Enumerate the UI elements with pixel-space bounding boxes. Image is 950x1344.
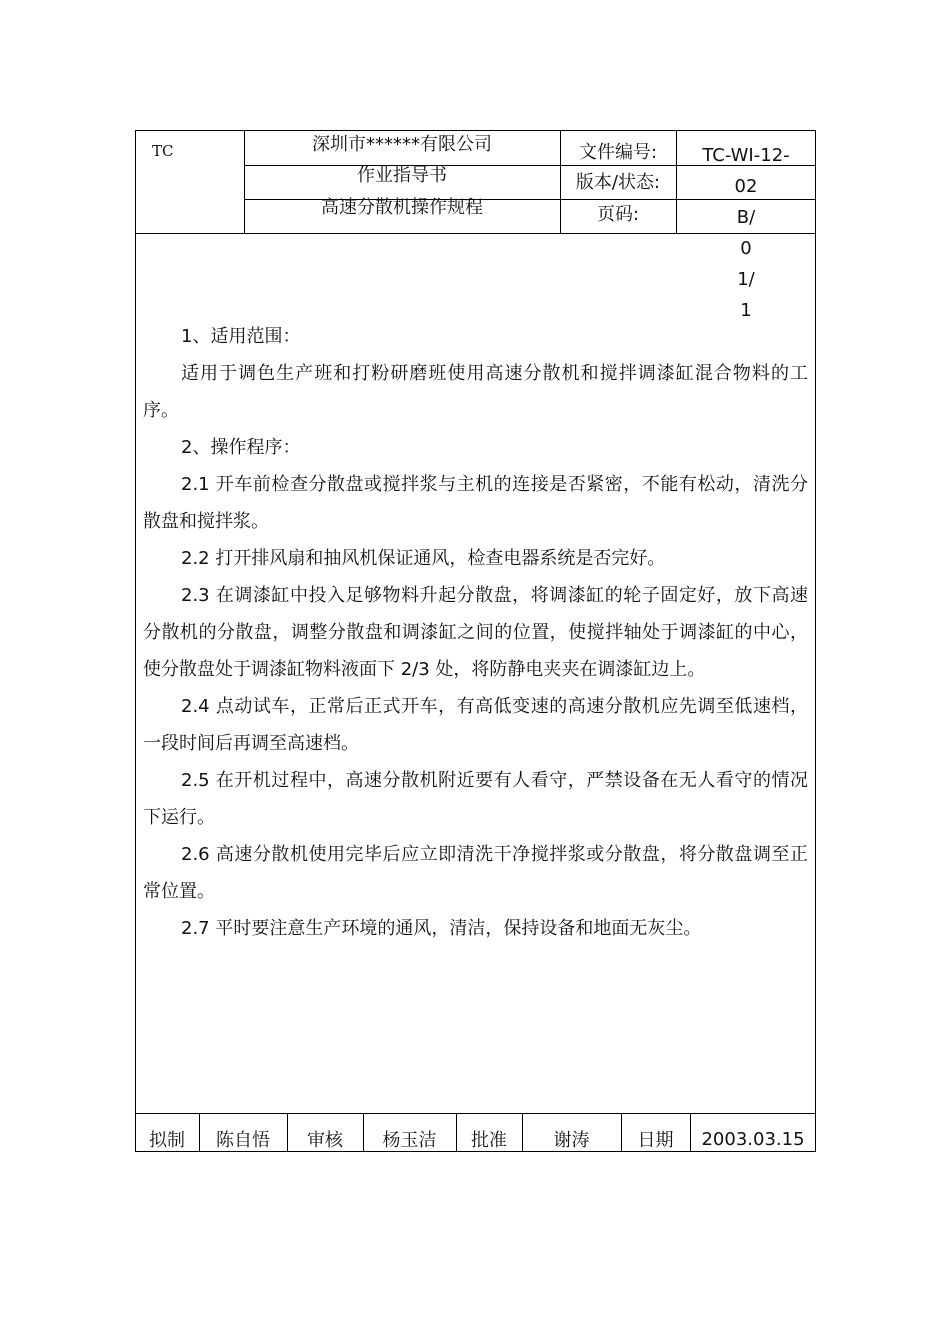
approved-by-name: 谢涛 xyxy=(553,1130,590,1151)
version-line: 0 xyxy=(740,238,752,259)
reviewed-by-name: 杨玉洁 xyxy=(382,1130,437,1151)
company-logo-text: TC xyxy=(152,142,174,160)
drafted-by-label: 拟制 xyxy=(149,1130,185,1151)
procedure-step: 2.4 点动试车，正常后正式开车，有高低变速的高速分散机应先调至低速档，一段时间后再调至高速档。 xyxy=(143,696,808,754)
document-title: 高速分散机操作规程 xyxy=(321,197,483,218)
reviewed-by-label: 审核 xyxy=(307,1130,343,1151)
doc-number-value xyxy=(690,140,802,326)
procedure-step: 2.5 在开机过程中，高速分散机附近要有人看守，严禁设备在无人看守的情况下运行。 xyxy=(143,770,808,828)
procedure-step: 2.1 开车前检查分散盘或搅拌浆与主机的连接是否紧密，不能有松动，清洗分散盘和搅拌浆。 xyxy=(143,474,808,532)
header-divider xyxy=(676,130,677,234)
approved-by-label: 批准 xyxy=(471,1130,507,1151)
page-number-line: 1 xyxy=(740,300,752,321)
company-name: 深圳市******有限公司 xyxy=(312,134,492,155)
scope-paragraph: 适用于调色生产班和打粉研磨班使用高速分散机和搅拌调漆缸混合物料的工序。 xyxy=(143,363,808,421)
footer-top-line xyxy=(135,1113,816,1114)
procedure-step: 2.2 打开排风扇和抽风机保证通风，检查电器系统是否完好。 xyxy=(181,548,666,569)
document-body xyxy=(143,318,808,947)
procedure-step: 2.6 高速分散机使用完毕后应立即清洗干净搅拌浆或分散盘，将分散盘调至正常位置。 xyxy=(143,844,808,902)
procedure-step: 2.3 在调漆缸中投入足够物料升起分散盘，将调漆缸的轮子固定好，放下高速分散机的分散盘，调整分散盘和调漆缸之间的位置，使搅拌轴处于调漆缸的中心，使分散盘处于调漆缸物料液面下 2/3 处，将防静电夹夹在调漆缸边上。 xyxy=(143,585,808,680)
doc-number-label: 文件编号: xyxy=(578,142,658,163)
date-label: 日期 xyxy=(637,1130,674,1151)
section-heading-procedure: 2、操作程序： xyxy=(181,437,301,458)
version-line: B/ xyxy=(736,207,756,228)
drafted-by-name: 陈自悟 xyxy=(216,1130,270,1151)
procedure-step: 2.7 平时要注意生产环境的通风，清洁，保持设备和地面无灰尘。 xyxy=(181,918,702,939)
document-type: 作业指导书 xyxy=(357,165,447,186)
section-heading-scope: 1、适用范围： xyxy=(181,326,301,347)
date-value: 2003.03.15 xyxy=(701,1128,805,1150)
version-label: 版本/状态: xyxy=(575,172,661,193)
doc-number-line: TC-WI-12- xyxy=(702,145,790,166)
page-label: 页码: xyxy=(596,204,640,225)
doc-number-line: 02 xyxy=(734,176,758,197)
page-number-line: 1/ xyxy=(737,269,755,290)
